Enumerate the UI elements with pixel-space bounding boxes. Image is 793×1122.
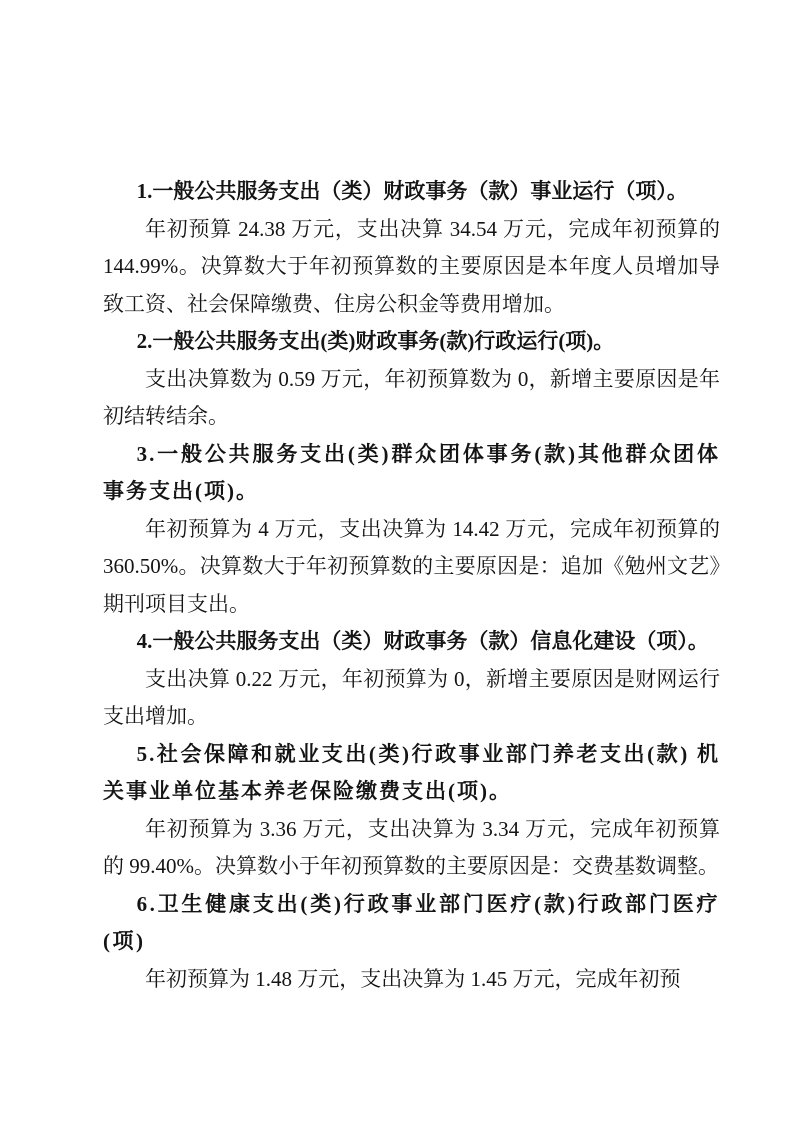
paragraph-body-4: 支出决算 0.22 万元，年初预算为 0，新增主要原因是财网运行支出增加。 xyxy=(103,666,720,728)
paragraph-heading-3: 3.一般公共服务支出(类)群众团体事务(款)其他群众团体事务支出(项)。 xyxy=(103,441,720,503)
paragraph-body-1: 年初预算 24.38 万元，支出决算 34.54 万元，完成年初预算的 144.99%。决算数大于年初预算数的主要原因是本年度人员增加导致工资、社会保障缴费、住房公积金等费用增加。 xyxy=(103,216,720,316)
paragraph-body-2: 支出决算数为 0.59 万元，年初预算数为 0，新增主要原因是年初结转结余。 xyxy=(103,366,720,428)
document-body xyxy=(103,173,720,998)
paragraph-body-3: 年初预算为 4 万元，支出决算为 14.42 万元，完成年初预算的 360.50%。决算数大于年初预算数的主要原因是：追加《勉州文艺》期刊项目支出。 xyxy=(103,516,720,616)
paragraph-body-5: 年初预算为 3.36 万元，支出决算为 3.34 万元，完成年初预算的 99.40%。决算数小于年初预算数的主要原因是：交费基数调整。 xyxy=(103,816,720,878)
paragraph-body-6: 年初预算为 1.48 万元，支出决算为 1.45 万元，完成年初预 xyxy=(145,966,681,991)
paragraph-heading-6: 6.卫生健康支出(类)行政事业部门医疗(款)行政部门医疗(项) xyxy=(103,891,720,953)
paragraph-heading-4: 4.一般公共服务支出（类）财政事务（款）信息化建设（项）。 xyxy=(136,629,709,653)
paragraph-heading-5: 5.社会保障和就业支出(类)行政事业部门养老支出(款) 机关事业单位基本养老保险缴费支出(项)。 xyxy=(103,741,720,803)
paragraph-heading-1: 1.一般公共服务支出（类）财政事务（款）事业运行（项）。 xyxy=(136,179,688,203)
paragraph-heading-2: 2.一般公共服务支出(类)财政事务(款)行政运行(项)。 xyxy=(136,329,615,353)
